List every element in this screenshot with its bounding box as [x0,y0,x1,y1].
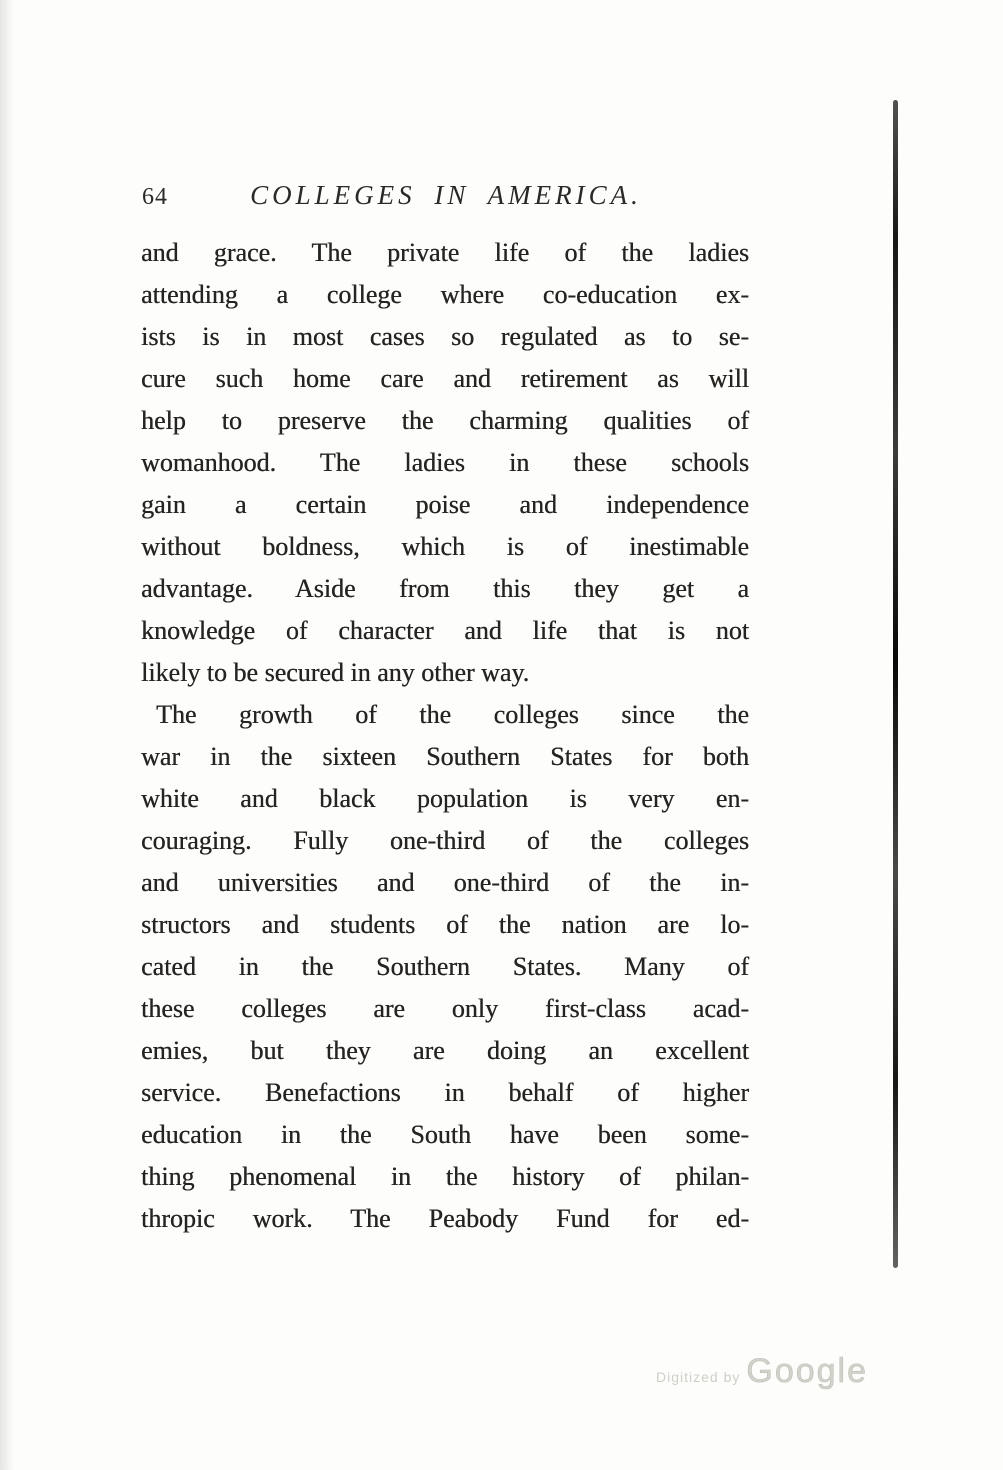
page-header [140,178,752,218]
text-line: and universities and one-third of the in- [141,868,749,897]
text-line: womanhood. The ladies in these schools [141,448,749,477]
text-line: attending a college where co-education ex- [141,280,749,309]
text-line: help to preserve the charming qualities of [141,406,749,435]
text-line: service. Benefactions in behalf of higher [141,1078,749,1107]
text-line: white and black population is very en- [141,784,749,813]
text-line: emies, but they are doing an excellent [141,1036,749,1065]
running-title: COLLEGES IN AMERICA. [250,180,642,210]
text-line: education in the South have been some- [141,1120,749,1149]
watermark-brand: Google [746,1352,869,1390]
text-line: thing phenomenal in the history of philan- [141,1162,749,1191]
text-line: war in the sixteen Southern States for both [141,742,749,771]
watermark [656,1352,956,1391]
text-line: The growth of the colleges since the [156,700,749,729]
text-line: thropic work. The Peabody Fund for ed- [141,1204,749,1233]
text-line: structors and students of the nation are lo- [141,910,749,939]
text-line: couraging. Fully one-third of the colleges [141,826,749,855]
text-line: without boldness, which is of inestimable [141,532,749,561]
page-number: 64 [142,184,168,210]
text-line: cure such home care and retirement as will [141,364,749,393]
text-line: likely to be secured in any other way. [141,658,530,687]
text-line: gain a certain poise and independence [141,490,749,519]
text-line: advantage. Aside from this they get a [141,574,749,603]
text-line: these colleges are only first-class acad- [141,994,749,1023]
text-line: ists is in most cases so regulated as to se- [141,322,749,351]
paragraph-1 [141,232,749,694]
watermark-prefix: Digitized by [656,1369,741,1385]
body-text [141,232,749,1240]
book-gutter-shadow [893,100,898,1268]
paragraph-2 [141,694,749,1240]
text-line: knowledge of character and life that is not [141,616,749,645]
text-line: cated in the Southern States. Many of [141,952,749,981]
text-line: and grace. The private life of the ladies [141,238,749,267]
